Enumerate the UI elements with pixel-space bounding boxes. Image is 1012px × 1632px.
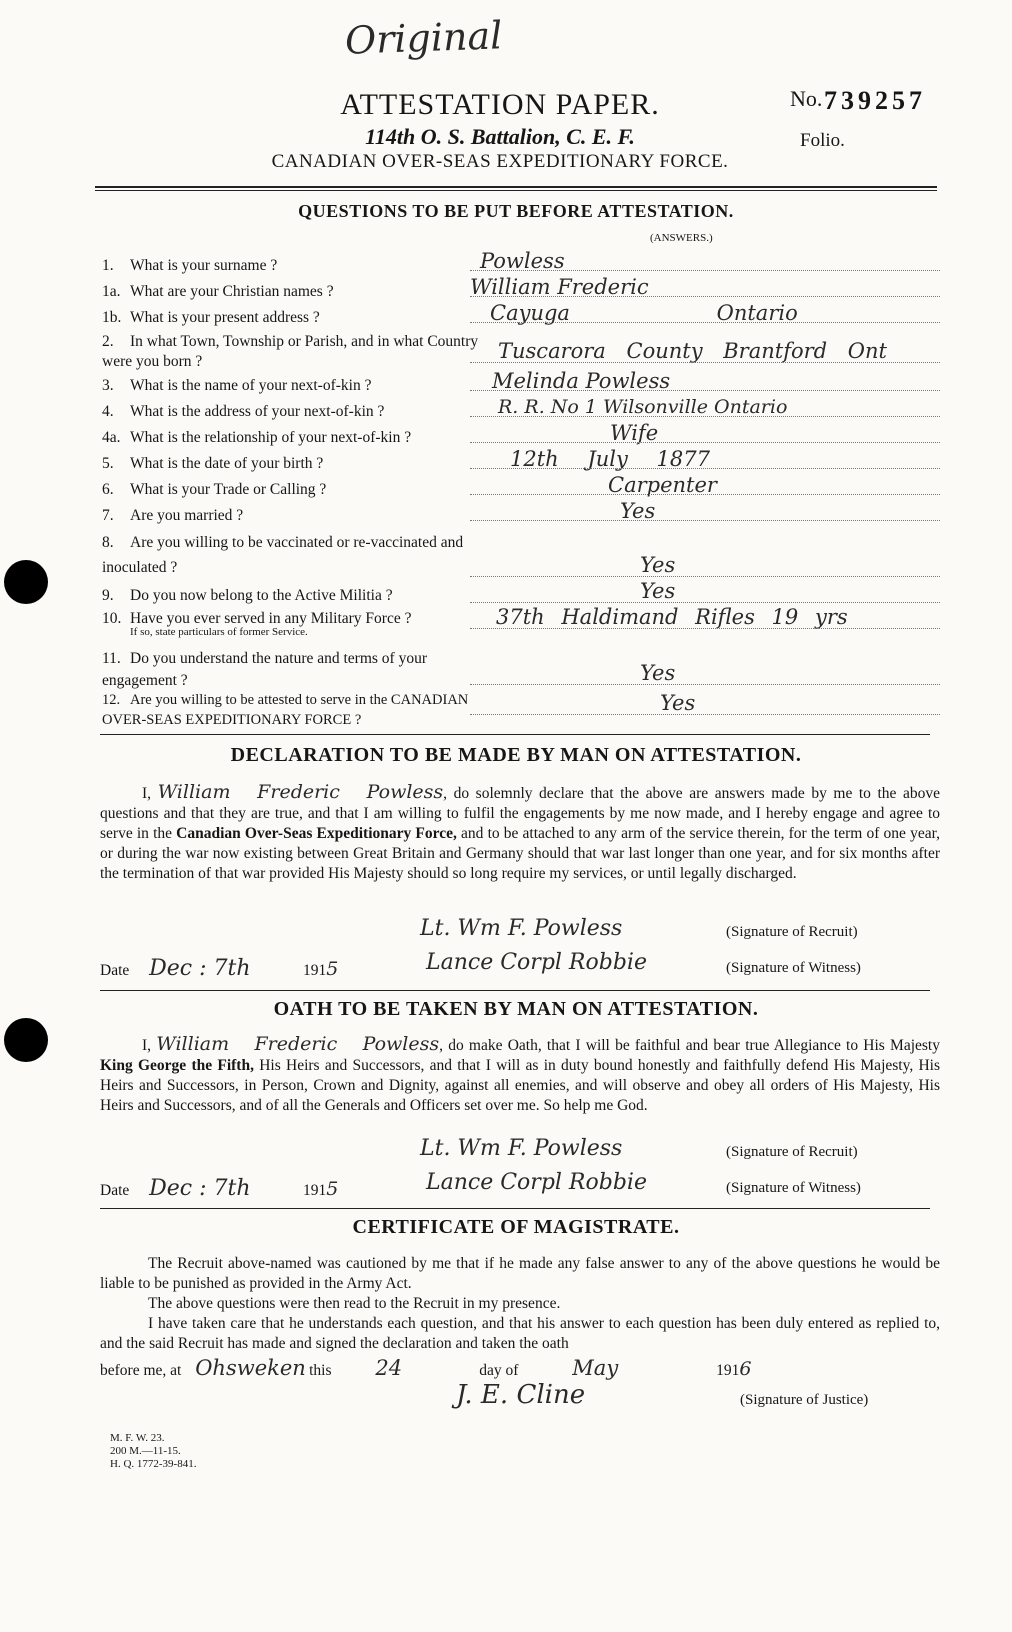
oath-date: Dec : 7th: [149, 1176, 251, 1201]
question-4a: 4a. What is the relationship of your next-of-kin ?: [102, 429, 412, 446]
answer-2: Tuscarora County Brantford Ont: [498, 339, 887, 363]
certificate-paragraph-3: I have taken care that he understands each question, and that his answer to each question has been duly entered as replied to, and the said Recruit has made and signed the declaration and taken the oath: [100, 1315, 940, 1352]
answers-note: (ANSWERS.): [650, 232, 713, 244]
answer-11: Yes: [640, 661, 676, 685]
certificate-paragraph-1: The Recruit above-named was cautioned by me that if he made any false answer to any of the above questions he would be liable to be punished as provided in the Army Act.: [100, 1255, 940, 1292]
original-handwritten-note: Original: [344, 13, 503, 63]
answer-line: [470, 494, 940, 495]
folio-label: Folio.: [800, 130, 845, 151]
answer-6: Carpenter: [608, 473, 717, 497]
punch-hole-top: [4, 560, 48, 604]
question-1: 1. What is your surname ?: [102, 257, 278, 274]
oath-date-row: Date Dec : 7th 1915: [100, 1176, 339, 1201]
force-line: CANADIAN OVER-SEAS EXPEDITIONARY FORCE.: [271, 151, 729, 172]
question-6: 6. What is your Trade or Calling ?: [102, 481, 327, 498]
oath-witness-signature: Lance Corpl Robbie: [426, 1170, 647, 1195]
question-4: 4. What is the address of your next-of-kin ?: [102, 403, 385, 420]
document-title: ATTESTATION PAPER.: [340, 88, 660, 121]
question-9: 9. Do you now belong to the Active Militia ?: [102, 587, 393, 604]
oath-name: William Frederic Powless: [156, 1033, 440, 1055]
declaration-recruit-label: (Signature of Recruit): [726, 924, 858, 940]
certificate-paragraph-2: The above questions were then read to the Recruit in my presence.: [148, 1295, 561, 1312]
answer-8: Yes: [640, 553, 676, 577]
justice-label: (Signature of Justice): [740, 1392, 869, 1408]
answer-5: 12th July 1877: [510, 447, 711, 471]
oath-witness-label: (Signature of Witness): [726, 1180, 861, 1196]
declaration-heading: DECLARATION TO BE MADE BY MAN ON ATTESTATION.: [230, 744, 802, 766]
answer-line: [470, 296, 940, 297]
answer-1: Powless: [480, 249, 565, 273]
question-1a: 1a. What are your Christian names ?: [102, 283, 334, 300]
declaration-text: I, William Frederic Powless, do solemnly declare that the above are answers made by me to the above questions and that they are true, and that I am willing to fulfil the engagements by me now made, and I hereby engage and agree to serve in the Canadian Over-Seas Expeditionary Force, and to be attached to any arm of the service therein, for the term of one year, or during the war now existing between Great Britain and Germany should that war last longer than one year, and for six months after the termination of that war provided His Majesty should so long require my services, or until legally discharged.: [100, 781, 941, 882]
answer-4a: Wife: [610, 421, 659, 445]
header-rule-thin: [95, 190, 937, 191]
oath-heading: OATH TO BE TAKEN BY MAN ON ATTESTATION.: [273, 998, 759, 1020]
answer-9: Yes: [640, 579, 676, 603]
question-3: 3. What is the name of your next-of-kin ?: [102, 377, 372, 394]
question-7: 7. Are you married ?: [102, 507, 244, 524]
question-5: 5. What is the date of your birth ?: [102, 455, 324, 472]
answer-line: [470, 576, 940, 577]
answer-3: Melinda Powless: [492, 369, 671, 393]
declaration-date: Dec : 7th: [149, 956, 251, 981]
declaration-witness-label: (Signature of Witness): [726, 960, 861, 976]
declaration-recruit-signature: Lt. Wm F. Powless: [420, 916, 623, 941]
answer-4: R. R. No 1 Wilsonville Ontario: [498, 396, 788, 418]
questions-heading: QUESTIONS TO BE PUT BEFORE ATTESTATION.: [298, 201, 734, 221]
answer-1a: William Frederic: [470, 275, 649, 299]
oath-recruit-signature: Lt. Wm F. Powless: [420, 1136, 623, 1161]
header-rule: [95, 186, 937, 188]
certificate-heading: CERTIFICATE OF MAGISTRATE.: [352, 1216, 680, 1238]
declaration-date-row: Date Dec : 7th 1915: [100, 956, 339, 981]
answer-line: [470, 442, 940, 443]
answer-line: [470, 362, 940, 363]
answer-line: [470, 390, 940, 391]
answer-line: [470, 684, 940, 685]
answer-line: [470, 416, 940, 417]
oath-text: I, William Frederic Powless, do make Oath, that I will be faithful and bear true Allegiance to His Majesty King George the Fifth, His Heirs and Successors, and that I will as in duty bound honestly and faithfully defend His Majesty, His Heirs and Successors, in Person, Crown and Dignity, against all enemies, and will observe and obey all orders of His Majesty, His Heirs and Successors, and of all the Generals and Officers set over me. So help me God.: [100, 1033, 940, 1114]
oath-recruit-label: (Signature of Recruit): [726, 1144, 858, 1160]
question-12: 12. Are you willing to be attested to serve in the CANADIAN OVER-SEAS EXPEDITIONARY FORCE ?: [102, 692, 469, 728]
question-1b: 1b. What is your present address ?: [102, 309, 320, 326]
answer-line: [470, 270, 940, 271]
question-8: 8. Are you willing to be vaccinated or re-vaccinated and inoculated ?: [102, 534, 464, 576]
certificate-day: 24: [375, 1356, 403, 1380]
question-11: 11. Do you understand the nature and terms of your engagement ?: [102, 650, 428, 689]
section-rule: [100, 1208, 930, 1209]
certificate-place: Ohsweken: [195, 1356, 306, 1380]
justice-signature: J. E. Cline: [456, 1380, 586, 1410]
form-footer: M. F. W. 23. 200 M.—11-15. H. Q. 1772-39-841.: [110, 1432, 197, 1470]
answer-line: [470, 714, 940, 715]
answer-10: 37th Haldimand Rifles 19 yrs: [496, 605, 848, 629]
certificate-before-row: before me, at Ohsweken this 24 day of May 1916: [100, 1356, 752, 1380]
certificate-month: May: [572, 1356, 619, 1380]
section-rule: [100, 734, 930, 735]
declaration-witness-signature: Lance Corpl Robbie: [426, 950, 647, 975]
battalion-line: 114th O. S. Battalion, C. E. F.: [365, 124, 635, 149]
section-rule: [100, 990, 930, 991]
answer-line: [470, 602, 940, 603]
number-label: No.: [790, 86, 823, 111]
question-2: 2. In what Town, Township or Parish, and in what Country were you born ?: [102, 333, 479, 370]
answer-7: Yes: [620, 499, 656, 523]
answer-line: [470, 628, 940, 629]
answer-1b: Cayuga Ontario: [490, 301, 798, 325]
punch-hole-bottom: [4, 1018, 48, 1062]
answer-12: Yes: [660, 691, 696, 715]
regimental-number: 739257: [824, 86, 926, 115]
answer-line: [470, 322, 940, 323]
answer-line: [470, 468, 940, 469]
answer-line: [470, 520, 940, 521]
question-10: 10. Have you ever served in any Military Force ? If so, state particulars of former Service.: [102, 610, 412, 638]
declaration-name: William Frederic Powless: [157, 781, 444, 803]
